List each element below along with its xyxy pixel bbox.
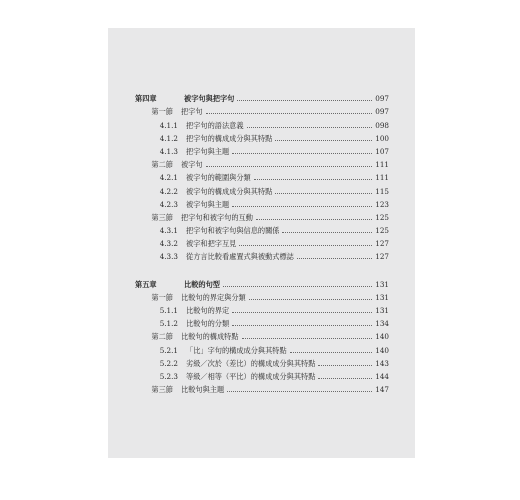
toc-entry-title: 從方言比較看處置式與被動式標誌 xyxy=(186,252,294,262)
toc-page-number: 134 xyxy=(375,319,389,329)
toc-dot-leader xyxy=(232,312,372,313)
toc-entry-number: 第一節 xyxy=(151,292,173,302)
toc-page-number: 115 xyxy=(375,186,389,196)
toc-page-number: 147 xyxy=(375,385,389,395)
toc-subsection-entry xyxy=(135,248,389,261)
toc-chapter xyxy=(135,275,389,394)
toc-chapter xyxy=(135,90,389,261)
toc-page-number: 111 xyxy=(375,173,389,183)
toc-page-number: 127 xyxy=(375,252,389,262)
toc-section-entry xyxy=(135,209,389,222)
toc-page-number: 123 xyxy=(375,199,389,209)
toc-dot-leader xyxy=(223,286,372,287)
toc-page-number: 131 xyxy=(375,306,389,315)
toc-entry-number: 4.1.3 xyxy=(159,146,178,156)
toc-entry-number: 4.1.2 xyxy=(159,133,178,143)
toc-entry-number: 4.3.3 xyxy=(159,252,178,262)
toc-dot-leader xyxy=(275,140,372,141)
toc-dot-leader xyxy=(318,365,372,366)
toc-subsection-entry xyxy=(135,169,389,182)
toc-dot-leader xyxy=(232,153,372,154)
toc-page-number: 107 xyxy=(375,146,389,156)
toc-page-number: 125 xyxy=(375,226,389,236)
toc-dot-leader xyxy=(232,325,372,326)
toc-dot-leader xyxy=(256,219,372,220)
toc-dot-leader xyxy=(290,352,372,353)
toc-entry-number: 4.2.1 xyxy=(159,173,178,183)
toc-subsection-entry xyxy=(135,116,389,129)
toc-entry-number: 第一節 xyxy=(151,107,173,117)
toc-page-number: 098 xyxy=(375,120,389,130)
table-of-contents xyxy=(135,90,389,408)
toc-dot-leader xyxy=(227,391,372,392)
toc-entry-number: 4.2.2 xyxy=(159,186,178,196)
toc-dot-leader xyxy=(206,113,372,114)
toc-subsection-entry xyxy=(135,355,389,368)
toc-entry-number: 第三節 xyxy=(151,385,173,395)
toc-entry-title: 比較的句型 xyxy=(184,279,220,289)
toc-entry-title: 劣級／次於（差比）的構成成分與其特點 xyxy=(186,358,316,368)
toc-entry-title: 被字和把字互見 xyxy=(186,239,237,249)
book-page xyxy=(108,28,415,458)
toc-entry-number: 5.2.3 xyxy=(159,371,178,381)
toc-subsection-entry xyxy=(135,130,389,143)
toc-section-entry xyxy=(135,381,389,394)
toc-chapter-heading xyxy=(135,275,389,288)
toc-chapter-heading xyxy=(135,90,389,103)
toc-entry-title: 把字句的構成成分與其特點 xyxy=(186,133,273,143)
toc-entry-title: 比較句的分類 xyxy=(186,319,230,329)
toc-entry-title: 被字句的構成成分與其特點 xyxy=(186,186,273,196)
toc-section-entry xyxy=(135,328,389,341)
toc-dot-leader xyxy=(254,179,372,180)
toc-page-number: 143 xyxy=(375,358,389,368)
toc-subsection-entry xyxy=(135,302,389,315)
toc-entry-title: 比較句的構成特點 xyxy=(181,332,239,342)
toc-section-entry xyxy=(135,156,389,169)
toc-page-number: 097 xyxy=(375,94,389,104)
toc-entry-number: 第五章 xyxy=(135,279,157,289)
toc-entry-number: 4.1.1 xyxy=(159,120,178,130)
toc-entry-title: 「比」字句的構成成分與其特點 xyxy=(186,345,287,355)
toc-dot-leader xyxy=(239,245,372,246)
toc-subsection-entry xyxy=(135,222,389,235)
toc-entry-number: 4.3.1 xyxy=(159,226,178,236)
toc-entry-number: 5.1.1 xyxy=(159,306,178,315)
toc-section-entry xyxy=(135,103,389,116)
toc-subsection-entry xyxy=(135,315,389,328)
toc-page-number: 131 xyxy=(375,279,389,289)
toc-entry-number: 4.2.3 xyxy=(159,199,178,209)
toc-subsection-entry xyxy=(135,341,389,354)
toc-entry-number: 第三節 xyxy=(151,212,173,222)
toc-dot-leader xyxy=(237,100,372,101)
toc-entry-number: 第二節 xyxy=(151,332,173,342)
toc-subsection-entry xyxy=(135,182,389,195)
toc-page-number: 144 xyxy=(375,371,389,381)
toc-page-number: 140 xyxy=(375,345,389,355)
toc-page-number: 125 xyxy=(375,212,389,222)
toc-subsection-entry xyxy=(135,368,389,381)
toc-entry-title: 等級／相等（平比）的構成成分與其特點 xyxy=(186,371,316,381)
toc-entry-title: 被字句與把字句 xyxy=(184,94,235,104)
toc-entry-number: 4.3.2 xyxy=(159,239,178,249)
toc-entry-title: 比較句的界定與分類 xyxy=(181,292,246,302)
toc-entry-number: 第四章 xyxy=(135,94,157,104)
toc-entry-title: 把字句與主題 xyxy=(186,146,230,156)
toc-dot-leader xyxy=(297,258,372,259)
toc-entry-title: 被字句 xyxy=(181,160,203,170)
toc-dot-leader xyxy=(247,127,372,128)
toc-dot-leader xyxy=(206,166,372,167)
toc-page-number: 127 xyxy=(375,239,389,249)
toc-entry-title: 把字句和被字句與信息的關係 xyxy=(186,226,280,236)
toc-dot-leader xyxy=(275,193,372,194)
toc-entry-title: 把字句的語法意義 xyxy=(186,120,244,130)
toc-subsection-entry xyxy=(135,143,389,156)
toc-entry-title: 被字句的範圍與分類 xyxy=(186,173,251,183)
toc-dot-leader xyxy=(242,338,372,339)
toc-page-number: 100 xyxy=(375,133,389,143)
toc-page-number: 097 xyxy=(375,107,389,117)
toc-dot-leader xyxy=(249,299,372,300)
toc-entry-title: 把字句和被字句的互動 xyxy=(181,212,253,222)
toc-dot-leader xyxy=(282,232,372,233)
toc-section-entry xyxy=(135,289,389,302)
toc-entry-title: 被字句與主題 xyxy=(186,199,230,209)
toc-subsection-entry xyxy=(135,196,389,209)
toc-entry-number: 第二節 xyxy=(151,160,173,170)
toc-entry-title: 比較句的界定 xyxy=(186,306,230,315)
toc-subsection-entry xyxy=(135,235,389,248)
toc-entry-number: 5.1.2 xyxy=(159,319,178,329)
toc-entry-number: 5.2.1 xyxy=(159,345,178,355)
toc-entry-number: 5.2.2 xyxy=(159,358,178,368)
toc-entry-title: 比較句與主題 xyxy=(181,385,225,395)
toc-page-number: 140 xyxy=(375,332,389,342)
toc-dot-leader xyxy=(318,378,372,379)
toc-dot-leader xyxy=(232,206,372,207)
toc-entry-title: 把字句 xyxy=(181,107,203,117)
toc-page-number: 131 xyxy=(375,292,389,302)
toc-page-number: 111 xyxy=(375,160,389,170)
